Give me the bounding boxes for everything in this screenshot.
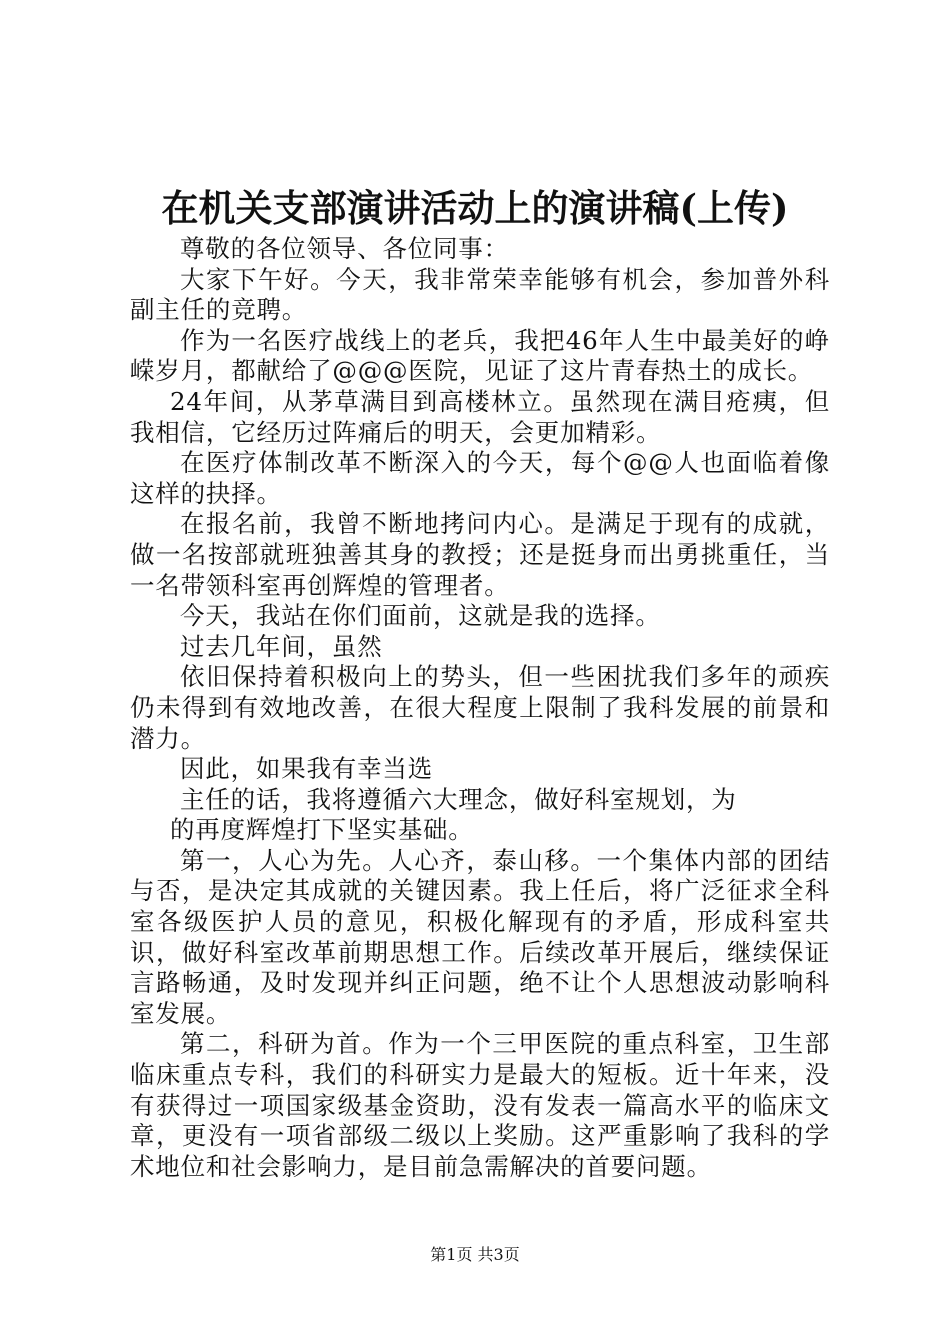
paragraph-problems: 依旧保持着积极向上的势头，但一些困扰我们多年的顽疾仍未得到有效地改善，在很大程度上限制了我科发展的前景和潜力。 <box>130 662 830 753</box>
paragraph-past-years: 过去几年间，虽然 <box>180 631 383 661</box>
paragraph-reform: 在医疗体制改革不断深入的今天，每个@@人也面临着像这样的抉择。 <box>130 448 830 508</box>
paragraph-salutation: 尊敬的各位领导、各位同事： <box>180 234 509 263</box>
paragraph-veteran: 作为一名医疗战线上的老兵，我把46年人生中最美好的峥嵘岁月，都献给了@@@医院，见证了这片青春热土的成长。 <box>130 325 830 386</box>
page-title: 在机关支部演讲活动上的演讲稿(上传) <box>161 186 789 230</box>
paragraph-second-point: 第二，科研为首。作为一个三甲医院的重点科室，卫生部临床重点专科，我们的科研实力是最大的短板。近十年来，没有获得过一项国家级基金资助，没有发表一篇高水平的临床文章，更没有一项省部级二级以上奖励。这严重影响了我科的学术地位和社会影响力，是目前急需解决的首要问题。 <box>130 1029 830 1181</box>
paragraph-my-choice: 今天，我站在你们面前，这就是我的选择。 <box>180 601 661 631</box>
paragraph-six-concepts: 主任的话，我将遵循六大理念，做好科室规划，为 <box>180 784 737 814</box>
page-footer: 第1页 共3页 <box>430 1245 520 1264</box>
paragraph-foundation: 的再度辉煌打下坚实基础。 <box>170 815 474 845</box>
paragraph-first-point: 第一，人心为先。人心齐，泰山移。一个集体内部的团结与否，是决定其成就的关键因素。我上任后，将广泛征求全科室各级医护人员的意见，积极化解现有的矛盾，形成科室共识，做好科室改革前期思想工作。后续改革开展后，继续保证言路畅通，及时发现并纠正问题，绝不让个人思想波动影响科室发展。 <box>130 845 830 1028</box>
paragraph-greeting: 大家下午好。今天，我非常荣幸能够有机会，参加普外科副主任的竞聘。 <box>130 264 830 325</box>
document-body <box>130 234 830 1182</box>
paragraph-if-elected: 因此，如果我有幸当选 <box>180 754 433 784</box>
paragraph-choice-question: 在报名前，我曾不断地拷问内心。是满足于现有的成就，做一名按部就班独善其身的教授；还是挺身而出勇挑重任，当一名带领科室再创辉煌的管理者。 <box>130 509 830 600</box>
paragraph-24-years: 24年间，从茅草满目到高楼林立。虽然现在满目疮痍，但我相信，它经历过阵痛后的明天，会更加精彩。 <box>130 386 830 447</box>
